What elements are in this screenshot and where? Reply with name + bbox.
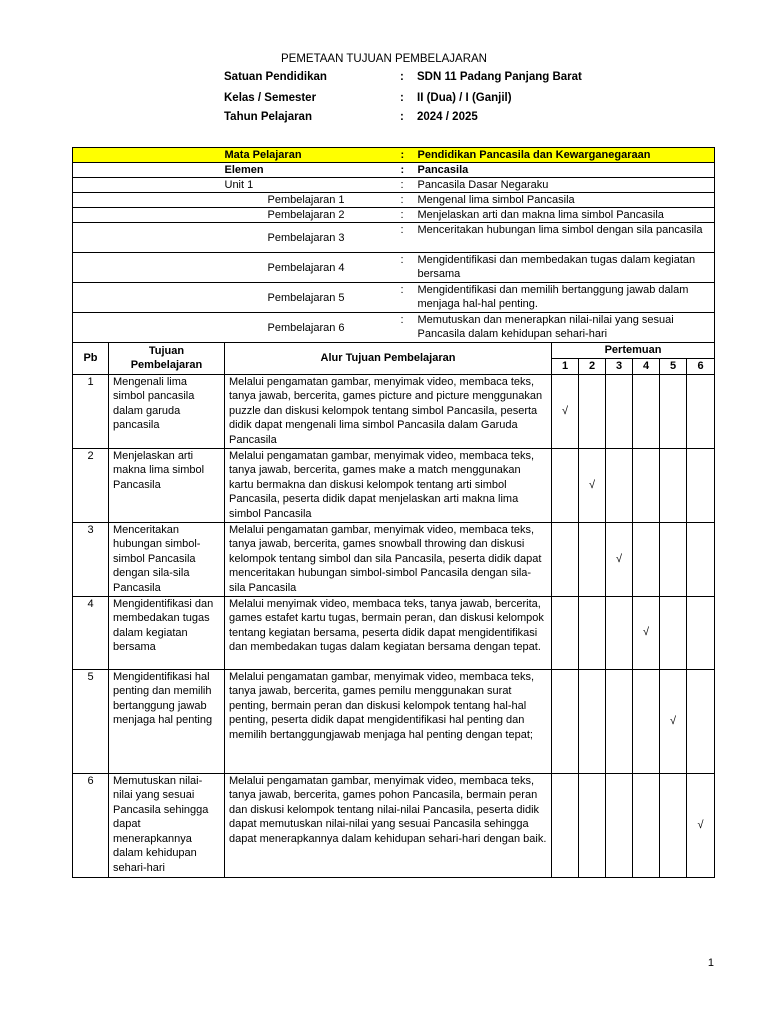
info-row-pembelajaran	[73, 223, 715, 253]
page-number: 1	[707, 957, 714, 969]
meeting-number: 2	[579, 359, 606, 375]
info-colon: :	[399, 148, 416, 163]
meeting-cell	[633, 448, 660, 522]
pembelajaran-label: Pembelajaran 3	[223, 223, 399, 253]
meeting-cell	[687, 374, 715, 448]
meeting-cell	[660, 374, 687, 448]
meeting-cell	[633, 374, 660, 448]
table-header-row	[73, 343, 715, 359]
meeting-cell	[579, 522, 606, 596]
meeting-number: 4	[633, 359, 660, 375]
meeting-cell	[579, 773, 606, 877]
pb-number: 1	[73, 374, 109, 448]
pb-number: 2	[73, 448, 109, 522]
tujuan-cell: Memutuskan nilai-nilai yang sesuai Pancasila sehingga dapat menerapkannya dalam kehidupan sehari-hari	[109, 773, 225, 877]
meeting-cell	[552, 522, 579, 596]
meeting-number: 6	[687, 359, 715, 375]
column-header-tujuan: Tujuan Pembelajaran	[109, 343, 225, 375]
meeting-cell	[633, 773, 660, 877]
tujuan-cell: Mengidentifikasi hal penting dan memilih bertanggung jawab menjaga hal penting	[109, 669, 225, 773]
meeting-cell	[687, 669, 715, 773]
check-mark-icon: √	[697, 818, 704, 831]
check-mark-icon: √	[615, 552, 623, 565]
info-key: Elemen	[223, 163, 399, 178]
info-colon: :	[399, 178, 416, 193]
meeting-cell	[579, 669, 606, 773]
pembelajaran-value: Mengenal lima simbol Pancasila	[416, 193, 715, 208]
pembelajaran-value: Mengidentifikasi dan membedakan tugas dalam kegiatan bersama	[416, 253, 715, 283]
meeting-cell	[552, 669, 579, 773]
meeting-cell	[660, 448, 687, 522]
header-colon: :	[400, 71, 404, 83]
meeting-cell	[606, 374, 633, 448]
pembelajaran-label: Pembelajaran 5	[223, 283, 399, 313]
learning-objectives-table	[72, 342, 715, 878]
tujuan-cell: Mengenali lima simbol pancasila dalam garuda pancasila	[109, 374, 225, 448]
info-colon: :	[399, 208, 416, 223]
pembelajaran-value: Memutuskan dan menerapkan nilai-nilai yang sesuai Pancasila dalam kehidupan sehari-hari	[416, 313, 715, 343]
alur-cell: Melalui pengamatan gambar, menyimak video, membaca teks, tanya jawab, bercerita, games make a match menggunakan kartu bermakna dan diskusi kelompok tentang arti simbol Pancasila, peserta didik dapat menjelaskan arti makna lima simbol Pancasila	[225, 448, 552, 522]
check-mark-icon: √	[642, 626, 650, 639]
meeting-cell	[552, 448, 579, 522]
check-mark-icon: √	[669, 714, 677, 727]
meeting-cell	[579, 596, 606, 669]
tujuan-cell: Menjelaskan arti makna lima simbol Pancasila	[109, 448, 225, 522]
column-header-alur: Alur Tujuan Pembelajaran	[225, 343, 552, 375]
info-row-pembelajaran	[73, 313, 715, 343]
meeting-cell	[552, 374, 579, 448]
meeting-cell	[606, 448, 633, 522]
pembelajaran-label: Pembelajaran 2	[223, 208, 399, 223]
meeting-cell	[579, 448, 606, 522]
meeting-cell	[552, 596, 579, 669]
page-title: PEMETAAN TUJUAN PEMBELAJARAN	[281, 53, 487, 65]
pb-number: 3	[73, 522, 109, 596]
subject-info-table	[72, 147, 715, 343]
meeting-cell	[606, 773, 633, 877]
meeting-cell	[660, 596, 687, 669]
meeting-number: 1	[552, 359, 579, 375]
meeting-cell	[579, 374, 606, 448]
info-key: Unit 1	[223, 178, 399, 193]
meeting-cell	[606, 522, 633, 596]
meeting-cell	[687, 448, 715, 522]
tujuan-cell: Mengidentifikasi dan membedakan tugas dalam kegiatan bersama	[109, 596, 225, 669]
meeting-cell	[660, 773, 687, 877]
info-colon: :	[399, 193, 416, 208]
info-value: Pendidikan Pancasila dan Kewarganegaraan	[416, 148, 715, 163]
header-colon: :	[400, 92, 404, 104]
meeting-number: 5	[660, 359, 687, 375]
info-colon: :	[399, 223, 416, 253]
check-mark-icon: √	[588, 478, 596, 491]
table-row	[73, 773, 715, 877]
pembelajaran-value: Menceritakan hubungan lima simbol dengan sila pancasila	[416, 223, 715, 253]
meeting-cell	[687, 522, 715, 596]
meeting-cell	[606, 596, 633, 669]
info-colon: :	[399, 313, 416, 343]
meeting-cell	[687, 596, 715, 669]
info-colon: :	[399, 163, 416, 178]
info-row-pembelajaran	[73, 253, 715, 283]
alur-cell: Melalui pengamatan gambar, menyimak video, membaca teks, tanya jawab, bercerita, games picture and picture menggunakan puzzle dan diskusi kelompok tentang simbol Pancasila, peserta didik dapat mengenali lima simbol Pancasila dalam Garuda Pancasila	[225, 374, 552, 448]
meeting-cell	[552, 773, 579, 877]
info-row-pembelajaran	[73, 193, 715, 208]
info-row-pembelajaran	[73, 208, 715, 223]
alur-cell: Melalui pengamatan gambar, menyimak video, membaca teks, tanya jawab, bercerita, games snowball throwing dan diskusi kelompok tentang simbol dan sila Pancasila, peserta didik dapat menceritakan hubungan simbol-simbol Pancasila dengan sila-sila Pancasila	[225, 522, 552, 596]
meeting-cell	[687, 773, 715, 877]
pembelajaran-label: Pembelajaran 1	[223, 193, 399, 208]
table-row	[73, 669, 715, 773]
column-header-pertemuan: Pertemuan	[552, 343, 715, 359]
info-row-elemen	[73, 163, 715, 178]
table-row	[73, 374, 715, 448]
pembelajaran-label: Pembelajaran 6	[223, 313, 399, 343]
alur-cell: Melalui menyimak video, membaca teks, tanya jawab, bercerita, games estafet kartu tugas, bermain peran, dan diskusi kelompok tentang kegiatan bersama, peserta didik dapat mengidentifikasi dan membedakan tugas dalam kegiatan bersama dengan tepat.	[225, 596, 552, 669]
header-key: Tahun Pelajaran	[224, 111, 312, 123]
meeting-cell	[606, 669, 633, 773]
pembelajaran-value: Menjelaskan arti dan makna lima simbol Pancasila	[416, 208, 715, 223]
tujuan-cell: Menceritakan hubungan simbol-simbol Pancasila dengan sila-sila Pancasila	[109, 522, 225, 596]
meeting-cell	[660, 522, 687, 596]
pembelajaran-value: Mengidentifikasi dan memilih bertanggung jawab dalam menjaga hal-hal penting.	[416, 283, 715, 313]
header-key: Satuan Pendidikan	[224, 71, 327, 83]
meeting-cell	[633, 596, 660, 669]
pb-number: 4	[73, 596, 109, 669]
check-mark-icon: √	[561, 404, 569, 417]
info-key: Mata Pelajaran	[223, 148, 399, 163]
info-value: Pancasila	[416, 163, 715, 178]
pembelajaran-label: Pembelajaran 4	[223, 253, 399, 283]
info-colon: :	[399, 283, 416, 313]
info-row-unit	[73, 178, 715, 193]
info-row-mata-pelajaran	[73, 148, 715, 163]
meeting-number: 3	[606, 359, 633, 375]
header-value: 2024 / 2025	[417, 111, 478, 123]
table-row	[73, 522, 715, 596]
info-colon: :	[399, 253, 416, 283]
header-colon: :	[400, 111, 404, 123]
pb-number: 5	[73, 669, 109, 773]
table-row	[73, 448, 715, 522]
column-header-pb: Pb	[73, 343, 109, 375]
meeting-cell	[633, 669, 660, 773]
meeting-cell	[660, 669, 687, 773]
meeting-cell	[633, 522, 660, 596]
table-body	[73, 374, 715, 877]
pb-number: 6	[73, 773, 109, 877]
info-value: Pancasila Dasar Negaraku	[416, 178, 715, 193]
table-row	[73, 596, 715, 669]
info-row-pembelajaran	[73, 283, 715, 313]
header-value: SDN 11 Padang Panjang Barat	[417, 71, 582, 83]
header-value: II (Dua) / I (Ganjil)	[417, 92, 512, 104]
alur-cell: Melalui pengamatan gambar, menyimak video, membaca teks, tanya jawab, bercerita, games pohon Pancasila, bermain peran dan diskusi kelompok tentang nilai-nilai Pancasila, peserta didik dapat memutuskan nilai-nilai yang sesuai Pancasila sehingga dapat menerapkannya dalam kehidupan sehari-hari dengan baik.	[225, 773, 552, 877]
alur-cell: Melalui pengamatan gambar, menyimak video, membaca teks, tanya jawab, bercerita, games pemilu menggunakan surat penting, bermain peran dan diskusi kelompok tentang hal-hal penting, peserta didik dapat mengidentifikasi hal penting dan memilih bertanggungjawab menjaga hal penting dengan tepat;	[225, 669, 552, 773]
header-key: Kelas / Semester	[224, 92, 317, 104]
